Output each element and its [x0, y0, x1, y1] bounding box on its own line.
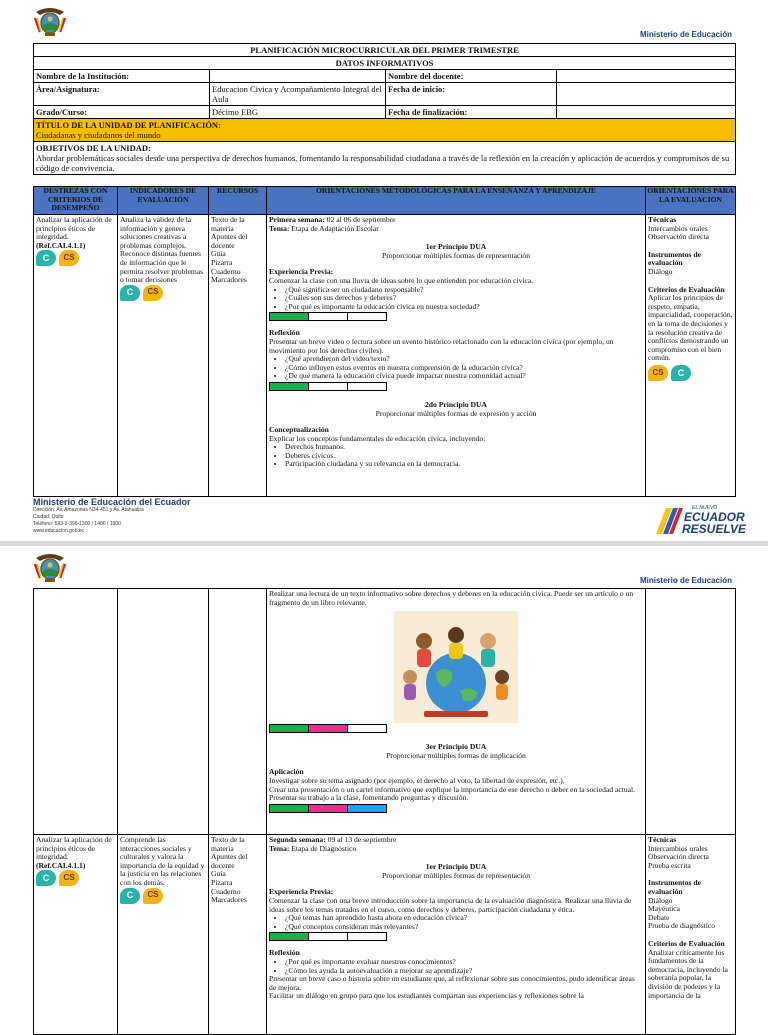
eval-tech-item: Intercambios orales	[648, 223, 708, 233]
teacher-value	[557, 70, 736, 83]
week2-exp-text: Comenzar la clase con una breve introducción sobre la importancia de la evaluación diagnóstica. Realizar una lluvia de ideas sobre los temas tratados en el curso, como derechos y deberes, participación ciudadana y ética.	[269, 895, 632, 914]
week2-skill-badges	[36, 870, 79, 886]
week1-ref-title: Reflexión	[269, 328, 300, 338]
week1-resources-cell	[209, 215, 267, 497]
list-item: • ¿De qué manera la educación cívica puede impactar nuestra comunidad actual?	[285, 372, 643, 381]
week1-con-list	[269, 443, 643, 469]
footer-address: Dirección: Av. Amazonas N34-451 y Av. Atahualpa	[33, 507, 144, 513]
eval-inst-item: Mayéutica	[648, 904, 681, 914]
week1-skill-ref: (Ref.CAI.4.1.1)	[36, 240, 86, 250]
progress-bar-green	[269, 312, 643, 321]
resource-item: Marcadores	[211, 895, 247, 905]
week2-skill-cell	[34, 835, 118, 1035]
ministry-header-label: Ministerio de Educación	[639, 30, 732, 39]
progress-bar-green	[269, 382, 643, 391]
week1-exp-text: Comenzar la clase con una lluvia de ideas sobre lo que entienden por educación cívica.	[269, 275, 534, 285]
list-item: • Deberes cívicos.	[285, 452, 643, 461]
footer-city: Ciudad: Quito	[33, 514, 64, 520]
week2-ref-text: Presentar un breve caso o historia sobre un estudiante que, al reflexionar sobre sus conocimientos, pudo identificar áreas de mejora.	[269, 974, 635, 992]
week2-indicator: Comprende las interacciones sociales y culturales y valora la importancia de la equidad y la justicia en las relaciones con los demás.	[120, 835, 205, 887]
c-badge-icon: C	[120, 285, 140, 301]
area-value: Educacion Civica y Acompañamiento Integral del Aula	[210, 83, 386, 106]
continued-methodology-cell	[267, 589, 646, 835]
start-date-value	[557, 83, 736, 106]
resource-item: Guía	[211, 869, 226, 879]
week1-skill-cell	[34, 215, 118, 497]
col-header-evaluation: ORIENTACIONES PARA LA EVALUACION	[646, 187, 736, 215]
institution-value	[210, 70, 386, 83]
week1-theme-line: Tema: Etapa de Adaptación Escolar	[269, 223, 379, 233]
eval-inst-item: Diálogo	[648, 895, 673, 905]
objectives-label: OBJETIVOS DE LA UNIDAD:	[36, 143, 151, 153]
week2-theme-line: Tema: Etapa de Diagnóstico	[269, 843, 357, 853]
ministry-header-label: Ministerio de Educación	[639, 576, 732, 585]
week2-indicator-badges	[120, 888, 163, 904]
week1-indicator-cell	[118, 215, 209, 497]
list-item: • ¿Por qué es importante la educación cívica en nuestra sociedad?	[285, 303, 643, 312]
ecuador-coat-of-arms-icon	[33, 6, 67, 38]
week1-con-title: Conceptualización	[269, 425, 329, 435]
app-line: Investigar sobre su tema asignado (por ejemplo, el derecho al voto, la libertad de expresión, etc.).	[269, 775, 565, 785]
resource-item: Apuntes del docente	[211, 232, 248, 250]
week2-exp-list	[269, 914, 643, 931]
week1-skill: Analizar la aplicación de principios éticos de integridad.	[36, 215, 112, 242]
objectives-cell	[34, 142, 736, 175]
c-badge-icon: C	[120, 888, 140, 904]
grade-label: Grado/Curso:	[34, 106, 210, 119]
week1-dua2: 2do Principio DUA Proporcionar múltiples formas de expresión y acción	[375, 399, 537, 418]
eval-inst-item: Diálogo	[648, 266, 673, 276]
resource-item: Texto de la materia	[211, 835, 245, 853]
col-header-methodology: ORIENTACIONES METODOLÓGICAS PARA LA ENSEÑANZA Y APRENDIZAJE	[267, 187, 646, 215]
continued-indicator-cell	[118, 589, 209, 835]
week2-methodology-cell	[267, 835, 646, 1035]
eval-tech-title: Técnicas	[648, 835, 677, 844]
list-item: • ¿Qué aprendieron del video/texto?	[285, 355, 643, 364]
eval-inst-item: Debate	[648, 912, 670, 922]
week2-ref-title: Reflexión	[269, 948, 300, 958]
eval-crit-text: Analizar críticamente los fundamentos de la democracia, incluyendo la soberanía popular, la división de poderes y la importancia de la	[648, 947, 728, 1000]
eval-crit-title: Criterios de Evaluación	[648, 284, 725, 294]
unit-title-value: Ciudadanas y ciudadanos del mundo	[36, 130, 161, 140]
list-item: • ¿Qué temas han aprendido hasta ahora en educación cívica?	[285, 914, 643, 923]
footer-contact	[33, 497, 293, 535]
unit-title-label: TÍTULO DE LA UNIDAD DE PLANIFICACIÓN:	[36, 120, 221, 130]
eval-inst-title: Instrumentos de evaluación	[648, 878, 701, 896]
ecuador-resuelve-logo	[652, 500, 747, 538]
week1-dua1: 1er Principio DUA Proporcionar múltiples formas de representación	[381, 242, 531, 260]
resource-item: Marcadores	[211, 275, 247, 285]
brand-top: EL NUEVO	[692, 505, 718, 511]
continued-resources-cell	[209, 589, 267, 835]
end-date-value	[557, 106, 736, 119]
week2-evaluation-cell	[646, 835, 736, 1035]
week2-exp-title: Experiencia Previa:	[269, 887, 334, 897]
teacher-label: Nombre del docente:	[386, 70, 557, 83]
resource-item: Pizarra	[211, 257, 233, 267]
resource-item: Guía	[211, 249, 226, 259]
page2-app-title: Aplicación	[269, 767, 304, 777]
week2-dua1: 1er Principio DUA Proporcionar múltiples formas de representación	[381, 862, 531, 880]
cs-badge-icon: CS	[143, 888, 163, 904]
week2-week-line: Segunda semana: 09 al 13 de septiembre	[269, 835, 397, 844]
document-page-2	[0, 546, 768, 1024]
objectives-value: Abordar problemáticas sociales desde una perspectiva de derechos humanos, fomentando la responsabilidad ciudadana a través de la reflexión en la creación y aplicación de acuerdos y compromisos de su código de convivencia.	[36, 153, 730, 173]
week1-methodology-cell	[267, 215, 646, 497]
week2-ref-text-2: Facilitar un diálogo en grupo para que los estudiantes compartan sus experiencias y reflexiones sobre la	[269, 991, 584, 1001]
planning-table-page-1	[33, 186, 736, 497]
ecuador-coat-of-arms-icon	[33, 552, 67, 584]
list-item: • Derechos humanos.	[285, 443, 643, 452]
eval-tech-item: Intercambios orales	[648, 843, 708, 853]
col-header-resources: RECURSOS	[209, 187, 267, 215]
col-header-skills: DESTREZAS CON CRITERIOS DE DESEMPEÑO	[34, 187, 118, 215]
resource-item: Cuaderno	[211, 266, 241, 276]
unit-title-cell	[34, 119, 736, 142]
c-badge-icon: C	[36, 870, 56, 886]
start-date-label: Fecha de inicio:	[386, 83, 557, 106]
list-item: • ¿Qué significa ser un ciudadano responsable?	[285, 286, 643, 295]
document-title: PLANIFICACIÓN MICROCURRICULAR DEL PRIMER TRIMESTRE	[34, 44, 736, 57]
eval-crit-text: Aplicar los principios de respeto, empatía, imparcialidad, cooperación, en la toma de decisiones y la resolución creativa de conflictos demostrando un compromiso con el bien común.	[648, 293, 733, 363]
cs-badge-icon: CS	[59, 870, 79, 886]
progress-bar-green	[269, 932, 643, 941]
cs-badge-icon: CS	[648, 365, 668, 381]
eval-tech-item: Prueba escrita	[648, 860, 691, 870]
week1-indicator: Analiza la validez de la información y genera soluciones creativas a problemas complejos. Reconoce distintas fuentes de información que le permita resolver problemas o tomar decisiones	[120, 215, 204, 285]
eval-crit-title: Criterios de Evaluación	[648, 938, 725, 948]
continued-skill-cell	[34, 589, 118, 835]
col-header-indicators: INDICADORES DE EVALUACIÓN	[118, 187, 209, 215]
institution-label: Nombre de la Institución:	[34, 70, 210, 83]
list-item: • Participación ciudadana y su relevancia en la democracia.	[285, 460, 643, 469]
eval-tech-item: Observación directa	[648, 852, 709, 862]
app-line: Presentar su trabajo a la clase, fomentando preguntas y discusión.	[269, 793, 469, 803]
children-around-globe-illustration	[394, 611, 518, 723]
cs-badge-icon: CS	[143, 285, 163, 301]
week2-ref-list	[269, 958, 643, 975]
progress-bar-full	[269, 804, 643, 813]
week1-eval-badges	[648, 365, 691, 381]
section-title: DATOS INFORMATIVOS	[34, 57, 736, 70]
grade-value: Décimo EBG	[210, 106, 386, 119]
end-date-label: Fecha de finalización:	[386, 106, 557, 119]
continued-evaluation-cell	[646, 589, 736, 835]
week1-week-line: Primera semana: 02 al 06 de septiembre	[269, 215, 396, 224]
page2-dua3: 3er Principio DUA Proporcionar múltiples formas de implicación	[386, 742, 526, 760]
week1-indicator-badges	[120, 285, 163, 301]
footer-title: Ministerio de Educación del Ecuador	[33, 497, 191, 507]
resource-item: Texto de la materia	[211, 215, 245, 233]
list-item: • ¿Cuáles son sus derechos y deberes?	[285, 294, 643, 303]
reading-text: Realizar una lectura de un texto informativo sobre derechos y deberes en la educación cívica. Puede ser un artículo o un fragmento de un libro relevante.	[269, 589, 634, 607]
week1-evaluation-cell	[646, 215, 736, 497]
eval-inst-title: Instrumentos de evaluación	[648, 249, 701, 268]
app-line: Crear una presentación o un cartel informativo que explique la importancia de ese derecho o deber en la sociedad actual.	[269, 784, 636, 794]
planning-table-page-2	[33, 588, 736, 1035]
week2-indicator-cell	[118, 835, 209, 1035]
list-item: • ¿Cómo les ayuda la autoevaluación a mejorar su aprendizaje?	[285, 967, 643, 976]
resource-item: Apuntes del docente	[211, 852, 248, 870]
progress-bar-green	[269, 724, 643, 733]
brand-line-1: ECUADOR	[684, 510, 745, 524]
week2-skill-ref: (Ref.CAI.4.1.1)	[36, 860, 86, 870]
week1-con-text: Explicar los conceptos fundamentales de educación cívica, incluyendo:	[269, 433, 486, 443]
eval-tech-title: Técnicas	[648, 215, 677, 224]
week2-resources-cell	[209, 835, 267, 1035]
list-item: • ¿Qué conceptos consideran más relevantes?	[285, 923, 643, 932]
cs-badge-icon: CS	[59, 250, 79, 266]
resource-item: Pizarra	[211, 877, 233, 887]
list-item: • ¿Por qué es importante evaluar nuestros conocimientos?	[285, 958, 643, 967]
week1-skill-badges	[36, 250, 79, 266]
footer-web: www.educacion.gob.ec	[33, 528, 85, 534]
brand-line-2: RESUELVE	[682, 522, 747, 536]
c-badge-icon: C	[36, 250, 56, 266]
general-info-table	[33, 43, 736, 175]
list-item: • ¿Cómo influyen estos eventos en nuestra comprensión de la educación cívica?	[285, 364, 643, 373]
eval-tech-item: Observación directa	[648, 232, 709, 242]
footer-phone: Teléfono: 593-2-396-1300 / 1400 / 1500	[33, 521, 121, 527]
week1-exp-title: Experiencia Previa:	[269, 267, 334, 277]
eval-inst-item: Prueba de diagnóstico	[648, 921, 716, 931]
week2-skill: Analizar la aplicación de principios éticos de integridad.	[36, 835, 112, 862]
week1-exp-list	[269, 286, 643, 312]
resource-item: Cuaderno	[211, 886, 241, 896]
area-label: Área/Asignatura:	[34, 83, 210, 106]
week1-ref-text: Presentar un breve video o lectura sobre un evento histórico relacionado con la educación cívica (por ejemplo, un movimiento por los derechos civiles).	[269, 336, 614, 355]
week1-ref-list	[269, 355, 643, 381]
c-badge-icon: C	[671, 365, 691, 381]
